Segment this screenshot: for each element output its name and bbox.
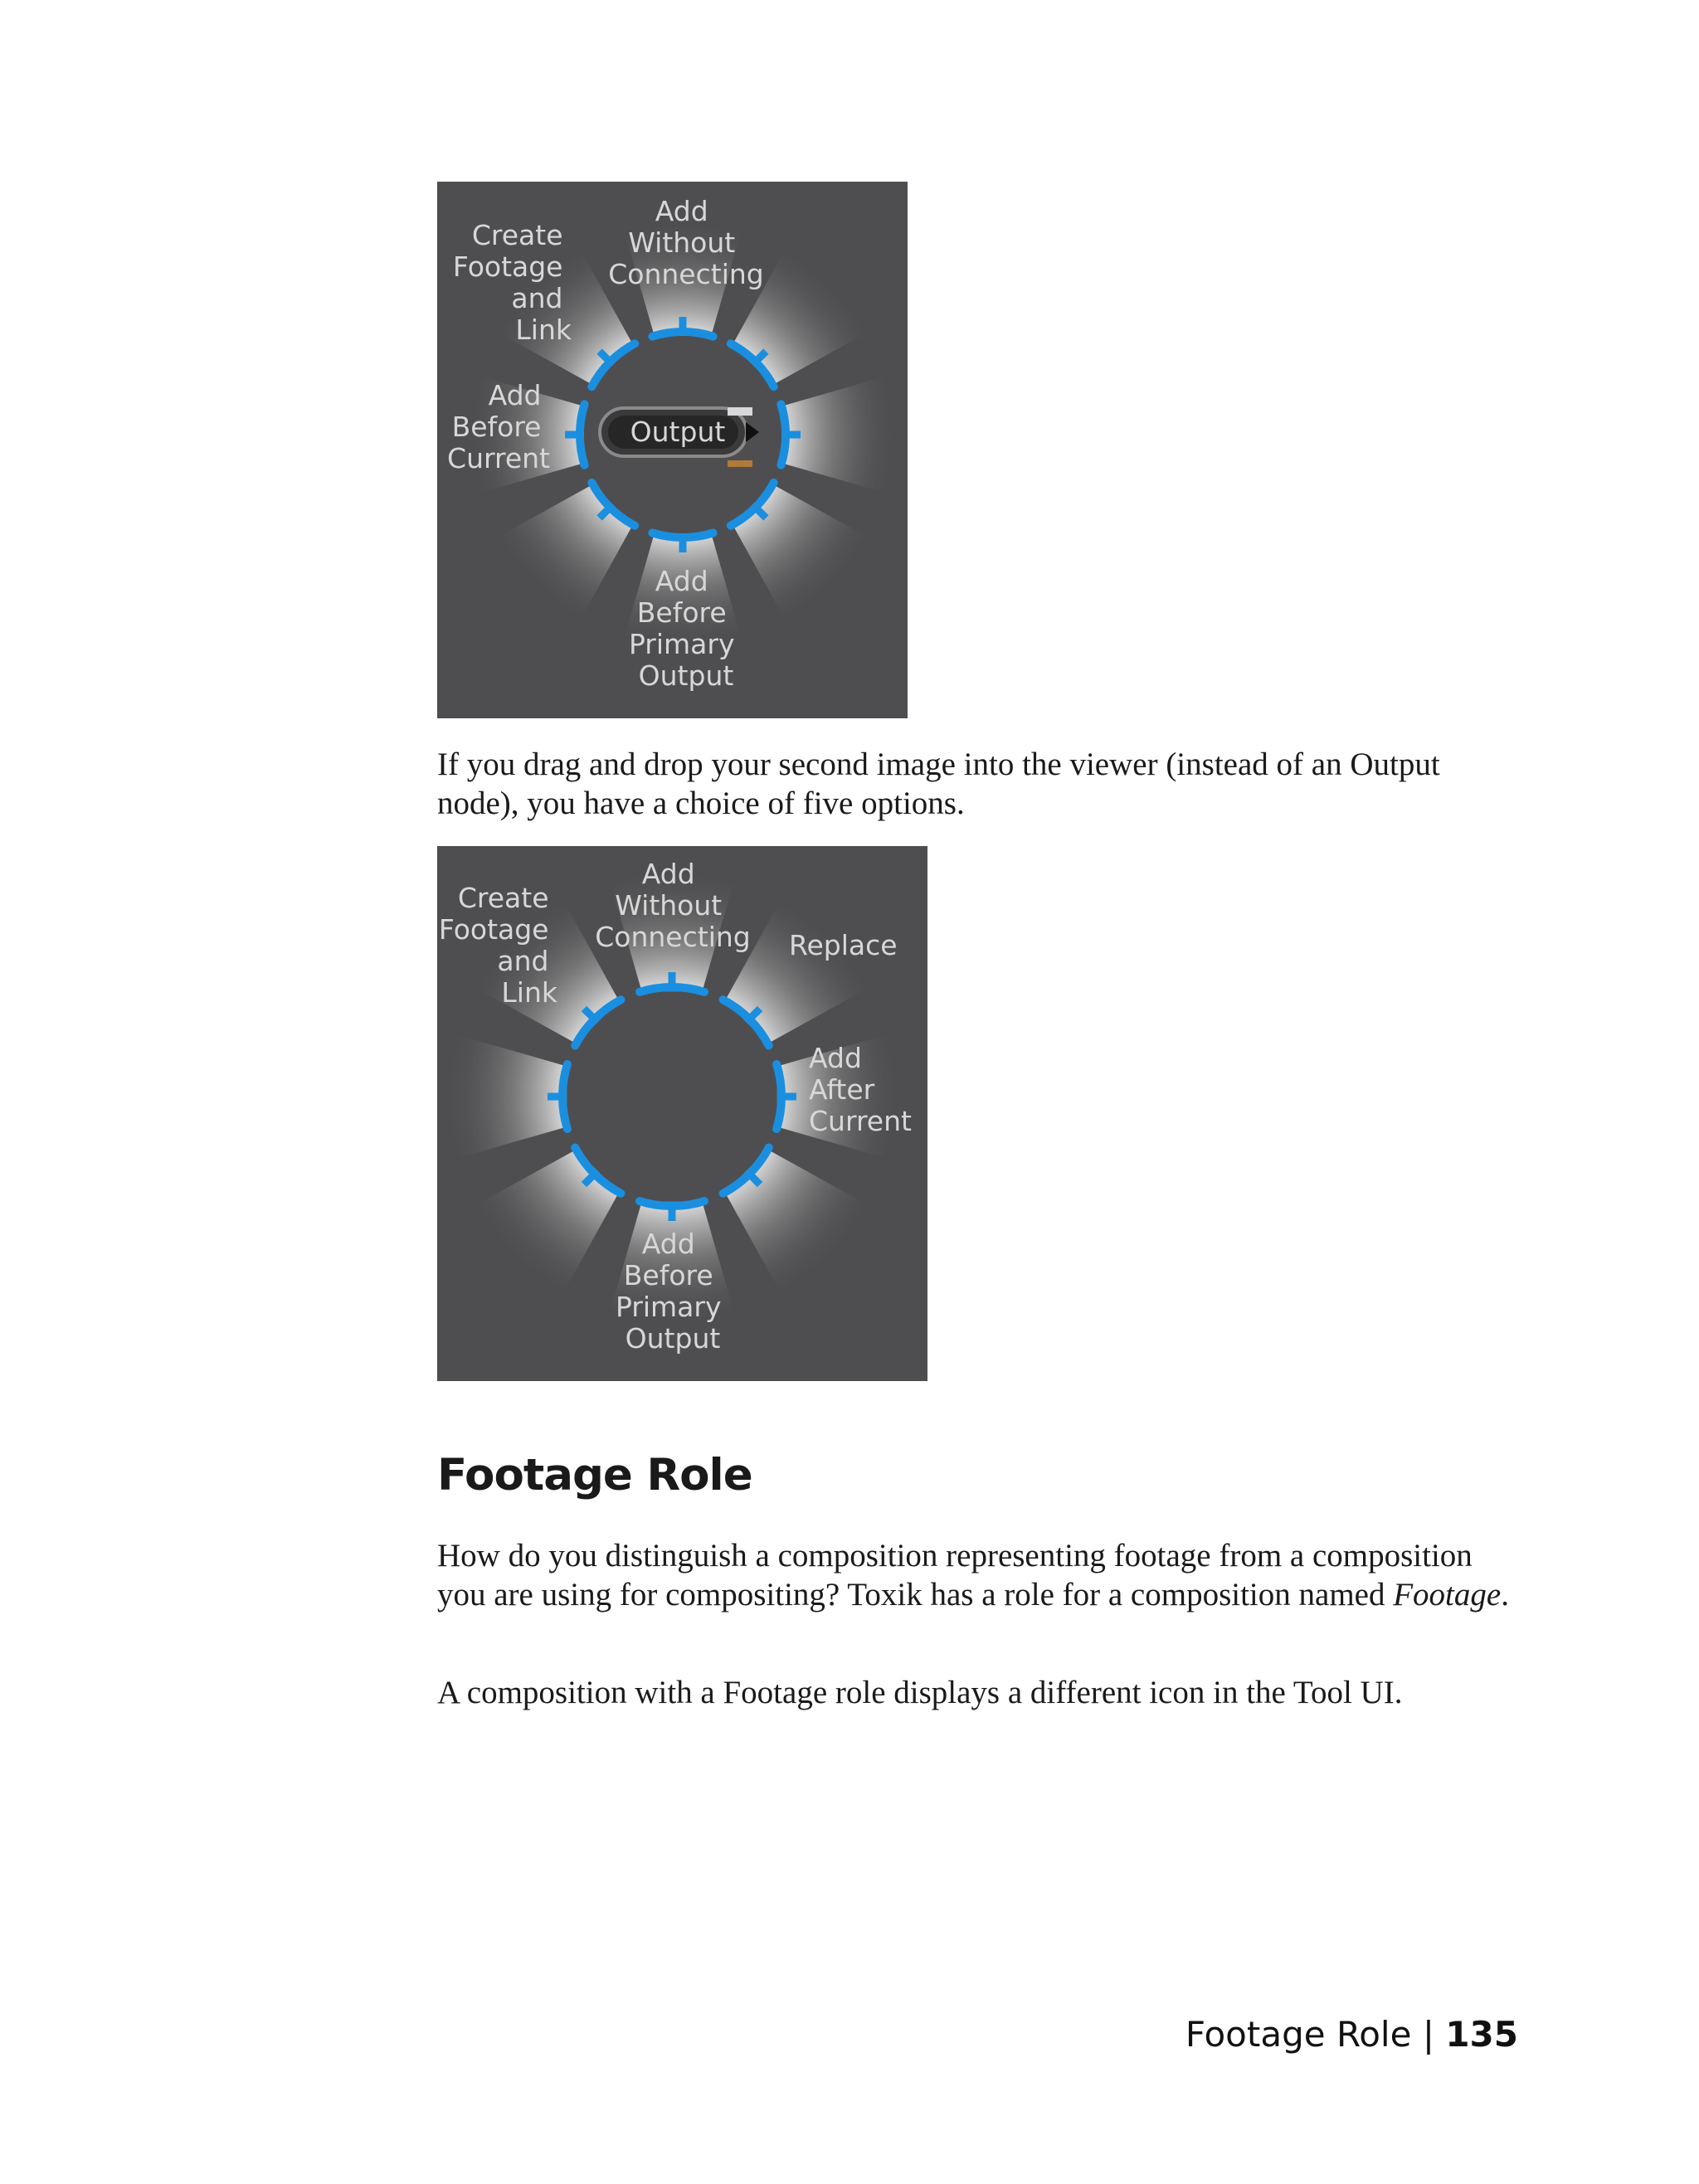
page-number: 135: [1445, 2014, 1518, 2055]
figure-tool-wheel-output: [437, 182, 908, 718]
tool-wheel-graphic-2: [437, 846, 927, 1381]
paragraph-five-options: If you drag and drop your second image into the viewer (instead of an Output node), you have a choice of five options.: [437, 747, 1440, 821]
label-add-before-primary-output[interactable]: Add Before Primary Output: [628, 565, 735, 692]
label-add-without-connecting-2[interactable]: Add Without Connecting: [595, 858, 751, 953]
output-node[interactable]: [600, 407, 759, 467]
page-footer: [1185, 2014, 1518, 2055]
section-heading: Footage Role: [437, 1450, 752, 1501]
figure-tool-wheel-image-drop: [437, 846, 927, 1381]
label-add-before-primary-output-2[interactable]: Add Before Primary Output: [615, 1228, 722, 1355]
tool-wheel-graphic: [437, 182, 908, 718]
label-add-after-current[interactable]: Add After Current: [809, 1042, 912, 1137]
paragraph-footage-role: How do you distinguish a composition representing footage from a composition you are using for compositing? Toxik has a role for a composition named Footage.: [437, 1538, 1509, 1612]
label-create-footage-and-link-2[interactable]: Create Footage and Link: [438, 882, 557, 1009]
footage-italic: Footage: [1393, 1577, 1502, 1612]
play-arrow-icon: [746, 422, 759, 442]
label-add-before-current[interactable]: Add Before Current: [447, 379, 550, 474]
footer-separator: |: [1422, 2014, 1434, 2055]
output-node-label: Output: [630, 416, 726, 448]
label-replace[interactable]: Replace: [789, 929, 898, 961]
label-add-without-connecting[interactable]: Add Without Connecting: [608, 195, 764, 290]
label-create-footage-and-link[interactable]: Create Footage and Link: [452, 219, 572, 346]
paragraph-footage-icon: A composition with a Footage role displays a different icon in the Tool UI.: [437, 1675, 1403, 1710]
footer-section-title: Footage Role: [1185, 2014, 1412, 2055]
